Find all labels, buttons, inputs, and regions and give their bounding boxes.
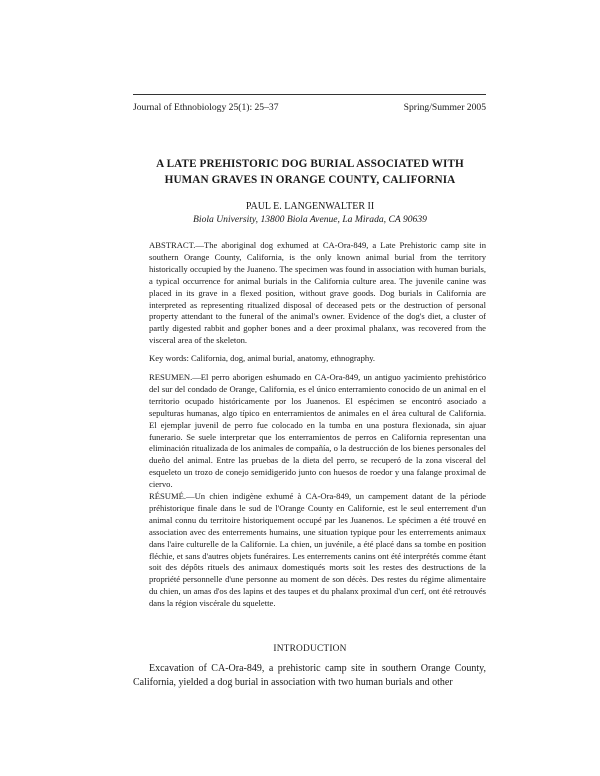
issue-date: Spring/Summer 2005: [403, 102, 486, 113]
resume-paragraph: RÉSUMÉ.—Un chien indigène exhumé à CA-Ora-849, un campement datant de la période préhistorique finale dans le sud de l'Orange County en Californie, est le seul enterrement d'un animal connu du territoire historiquement occupé par les Juanenos. Le spécimen a été trouvé en association avec des enterrements humains, une situation typique pour les enterrements animaux dans l'aire culturelle de la Californie. La chien, un juvénile, a été placé dans sa tombe en position fléchie, et sans d'autres objets funéraires. Les enterrements canins ont été interprétés comme étant soit des dépôts rituels des animaux domestiqués morts soit les restes des destructions de la propriété personnelle d'une personne au moment de son décès. Des restes du régime alimentaire du chien, un amas d'os des lapins et des taupes et du phalanx proximal d'un cerf, ont été retrouvés dans la région viscérale du squelette.: [149, 491, 486, 609]
running-header: [133, 102, 486, 113]
journal-citation: Journal of Ethnobiology 25(1): 25–37: [133, 102, 279, 113]
abstract-paragraph: ABSTRACT.—The aboriginal dog exhumed at CA-Ora-849, a Late Prehistoric camp site in southern Orange County, California, is the only known animal burial from the territory historically occupied by the Juaneno. The specimen was found in association with human burials, a typical occurrence for animal burials in the California culture area. The juvenile canine was placed in its grave in a flexed position, without grave goods. Dog burials in California are interpreted as representing ritualized disposal of deceased pets or the destruction of personal property attendant to the funeral of the animal's owner. Evidence of the dog's diet, a cluster of partly digested rabbit and gopher bones and a deer proximal phalanx, was recovered from the visceral area of the skeleton.: [149, 240, 486, 346]
keywords-paragraph: Key words: California, dog, animal burial, anatomy, ethnography.: [149, 353, 376, 363]
introduction-paragraph: Excavation of CA-Ora-849, a prehistoric camp site in southern Orange County, California, yielded a dog burial in association with two human burials and other: [133, 663, 486, 688]
article-title: [120, 156, 500, 188]
author-name: PAUL E. LANGENWALTER II: [245, 201, 375, 212]
header-rule: [133, 94, 486, 95]
title-line-1: A LATE PREHISTORIC DOG BURIAL ASSOCIATED WITH: [156, 158, 464, 170]
author-affiliation: Biola University, 13800 Biola Avenue, La Mirada, CA 90639: [193, 214, 427, 225]
section-heading-introduction: INTRODUCTION: [273, 644, 347, 654]
resumen-paragraph: RESUMEN.—El perro aborigen eshumado en CA-Ora-849, un antiguo yacimiento prehistórico del sur del condado de Orange, California, es el único enterramiento conocido de un animal en el territorio ocupado históricamente por los Juanenos. El espécimen se encontró asociado a sepulturas humanas, algo típico en enterramientos de animales en el área cultural de California. El ejemplar juvenil de perro fue colocado en la tumba en una postura flexionada, sin ajuar funerario. Se suele interpretar que los enterramientos de perros en California representan una eliminación ritualizada de los animales de compañía, o la destrucción de los bienes personales del dueño del animal. Entre las pruebas de la dieta del perro, se recuperó de la zona visceral del esqueleto un trozo de conejo semidigerido junto con huesos de roedor y una falange proximal de ciervo.: [149, 372, 486, 490]
title-line-2: HUMAN GRAVES IN ORANGE COUNTY, CALIFORNIA: [164, 174, 456, 187]
